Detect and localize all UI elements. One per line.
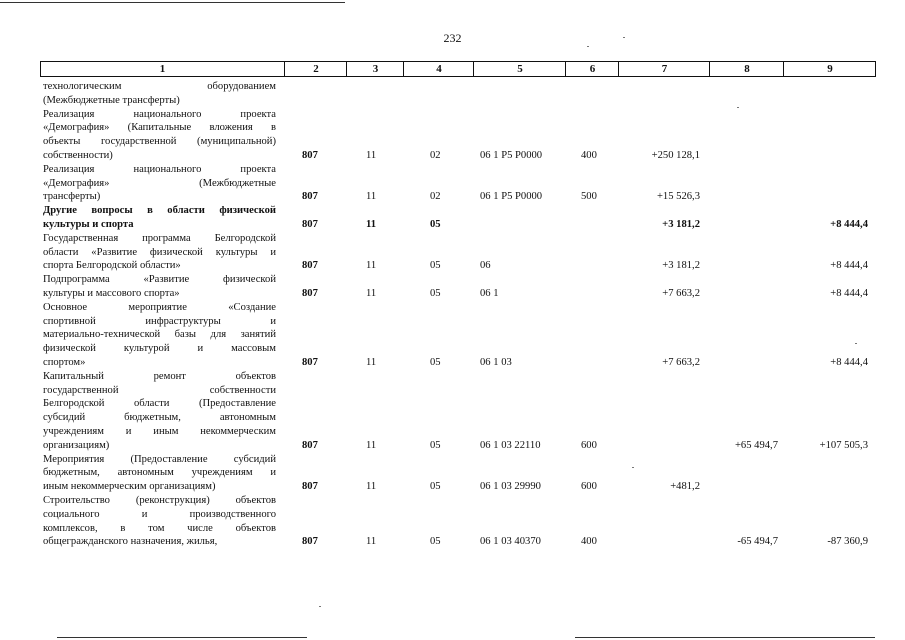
cell-c2: 807 [302, 149, 318, 161]
table-row [40, 163, 876, 204]
description-line: Белгородской области (Предоставление [43, 398, 276, 410]
header-col-3: 3 [346, 62, 404, 76]
bottom-rule-left [57, 637, 307, 638]
description-line: общегражданского назначения, жилья, [43, 536, 218, 548]
description-line: бюджетным, автономным учреждениям и [43, 467, 276, 479]
description-line: области «Развитие физической культуры и [43, 246, 276, 258]
scan-speck [632, 467, 634, 468]
cell-c3: 11 [366, 287, 377, 299]
description-line: иным некоммерческим организациям) [43, 481, 216, 493]
description-line: организациям) [43, 439, 110, 451]
row-description [43, 80, 276, 108]
description-line: «Демография» (Капитальные вложения в [43, 122, 276, 134]
description-line: комплексов, в том числе объектов [43, 522, 276, 534]
description-line: «Демография» (Межбюджетные [43, 177, 276, 189]
cell-c6: 400 [581, 149, 597, 161]
cell-c5: 06 1 P5 P0000 [480, 191, 543, 203]
description-line: культуры и массового спорта» [43, 287, 180, 299]
scan-speck [587, 46, 589, 47]
cell-c9: +107 505,3 [819, 439, 868, 451]
cell-c3: 11 [366, 536, 377, 548]
cell-c5: 06 1 03 40370 [480, 536, 541, 548]
description-line: спортом» [43, 356, 86, 368]
cell-c7: +7 663,2 [662, 287, 700, 299]
cell-c8: +65 494,7 [734, 439, 778, 451]
description-line: социального и производственного [43, 508, 276, 520]
cell-c4: 02 [430, 191, 441, 203]
row-description [43, 370, 276, 453]
description-line: учреждениям и иным некоммерческим [43, 425, 276, 437]
cell-c4: 05 [430, 260, 441, 272]
description-line: спортивной инфраструктуры и [43, 315, 276, 327]
cell-c6: 500 [581, 191, 597, 203]
cell-c2: 807 [302, 439, 318, 451]
cell-c9: +8 444,4 [830, 218, 868, 230]
table-row [40, 301, 876, 370]
cell-c2: 807 [302, 191, 318, 203]
cell-c5: 06 1 03 29990 [480, 481, 541, 493]
cell-c3: 11 [366, 481, 377, 493]
cell-c5: 06 1 03 22110 [480, 439, 541, 451]
description-line: Подпрограмма «Развитие физической [43, 274, 276, 286]
cell-c4: 05 [430, 218, 441, 230]
table-row [40, 108, 876, 163]
cell-c2: 807 [302, 356, 318, 368]
cell-c7: +250 128,1 [651, 149, 700, 161]
cell-c9: +8 444,4 [830, 356, 868, 368]
description-line: физической культурой и массовым [43, 343, 276, 355]
description-line: Капитальный ремонт объектов [43, 370, 276, 382]
header-col-4: 4 [403, 62, 474, 76]
header-col-1: 1 [159, 63, 166, 75]
cell-c7: +481,2 [670, 481, 700, 493]
description-line: Основное мероприятие «Создание [43, 301, 276, 313]
table-row [40, 494, 876, 549]
cell-c6: 600 [581, 439, 597, 451]
cell-c3: 11 [366, 149, 377, 161]
header-col-8: 8 [709, 62, 784, 76]
cell-c7: +3 181,2 [662, 260, 700, 272]
cell-c2: 807 [302, 260, 318, 272]
row-description [43, 453, 276, 494]
row-description [43, 204, 276, 232]
cell-c3: 11 [366, 260, 377, 272]
description-line: Реализация национального проекта [43, 163, 276, 175]
cell-c7: +15 526,3 [656, 191, 700, 203]
header-col-7: 7 [618, 62, 710, 76]
description-line: Строительство (реконструкция) объектов [43, 495, 276, 506]
scan-speck [737, 107, 739, 108]
cell-c5: 06 1 03 [480, 356, 512, 368]
cell-c2: 807 [302, 287, 318, 299]
header-col-2: 2 [284, 62, 347, 76]
cell-c6: 600 [581, 481, 597, 493]
table-row [40, 273, 876, 301]
cell-c2: 807 [302, 218, 318, 230]
scan-speck [855, 343, 857, 344]
bottom-rule-right [575, 637, 875, 638]
description-line: Другие вопросы в области физической [43, 205, 276, 217]
row-description [43, 273, 276, 301]
cell-c2: 807 [302, 481, 318, 493]
table-row [40, 453, 876, 494]
table-row [40, 232, 876, 273]
cell-c4: 05 [430, 536, 441, 548]
table-row [40, 370, 876, 453]
cell-c4: 02 [430, 149, 441, 161]
cell-c3: 11 [366, 356, 377, 368]
table-header [40, 61, 876, 77]
cell-c4: 05 [430, 481, 441, 493]
row-description [43, 494, 276, 549]
description-line: государственной собственности [43, 384, 276, 396]
description-line: (Межбюджетные трансферты) [43, 94, 180, 106]
description-line: собственности) [43, 149, 113, 161]
description-line: Реализация национального проекта [43, 108, 276, 120]
table-row [40, 80, 876, 108]
cell-c3: 11 [366, 439, 377, 451]
table-row [40, 204, 876, 232]
cell-c2: 807 [302, 536, 318, 548]
cell-c4: 05 [430, 356, 441, 368]
cell-c7: +7 663,2 [662, 356, 700, 368]
cell-c3: 11 [366, 218, 377, 230]
header-col-9: 9 [783, 62, 876, 76]
description-line: спорта Белгородской области» [43, 260, 181, 272]
description-line: Мероприятия (Предоставление субсидий [43, 453, 276, 465]
description-line: культуры и спорта [43, 218, 134, 230]
description-line: объекты государственной (муниципальной) [43, 136, 276, 148]
cell-c4: 05 [430, 287, 441, 299]
cell-c5: 06 [480, 260, 491, 272]
cell-c9: +8 444,4 [830, 260, 868, 272]
scan-speck [319, 606, 321, 607]
description-line: трансферты) [43, 191, 101, 203]
cell-c3: 11 [366, 191, 377, 203]
cell-c6: 400 [581, 536, 597, 548]
cell-c9: -87 360,9 [827, 536, 868, 548]
cell-c5: 06 1 P5 P0000 [480, 149, 543, 161]
description-line: Государственная программа Белгородской [43, 232, 276, 244]
header-col-5: 5 [473, 62, 566, 76]
cell-c7: +3 181,2 [662, 218, 700, 230]
description-line: материально-технической базы для занятий [43, 329, 276, 341]
scan-speck [623, 37, 625, 38]
header-col-6: 6 [565, 62, 619, 76]
row-description [43, 108, 276, 163]
cell-c5: 06 1 [480, 287, 499, 299]
row-description [43, 232, 276, 273]
page-number: 232 [443, 31, 462, 45]
row-description [43, 301, 276, 370]
description-line: субсидий бюджетным, автономным [43, 412, 276, 424]
row-description [43, 163, 276, 204]
cell-c9: +8 444,4 [830, 287, 868, 299]
description-line: технологическим оборудованием [43, 81, 276, 92]
cell-c8: -65 494,7 [737, 536, 778, 548]
cell-c4: 05 [430, 439, 441, 451]
